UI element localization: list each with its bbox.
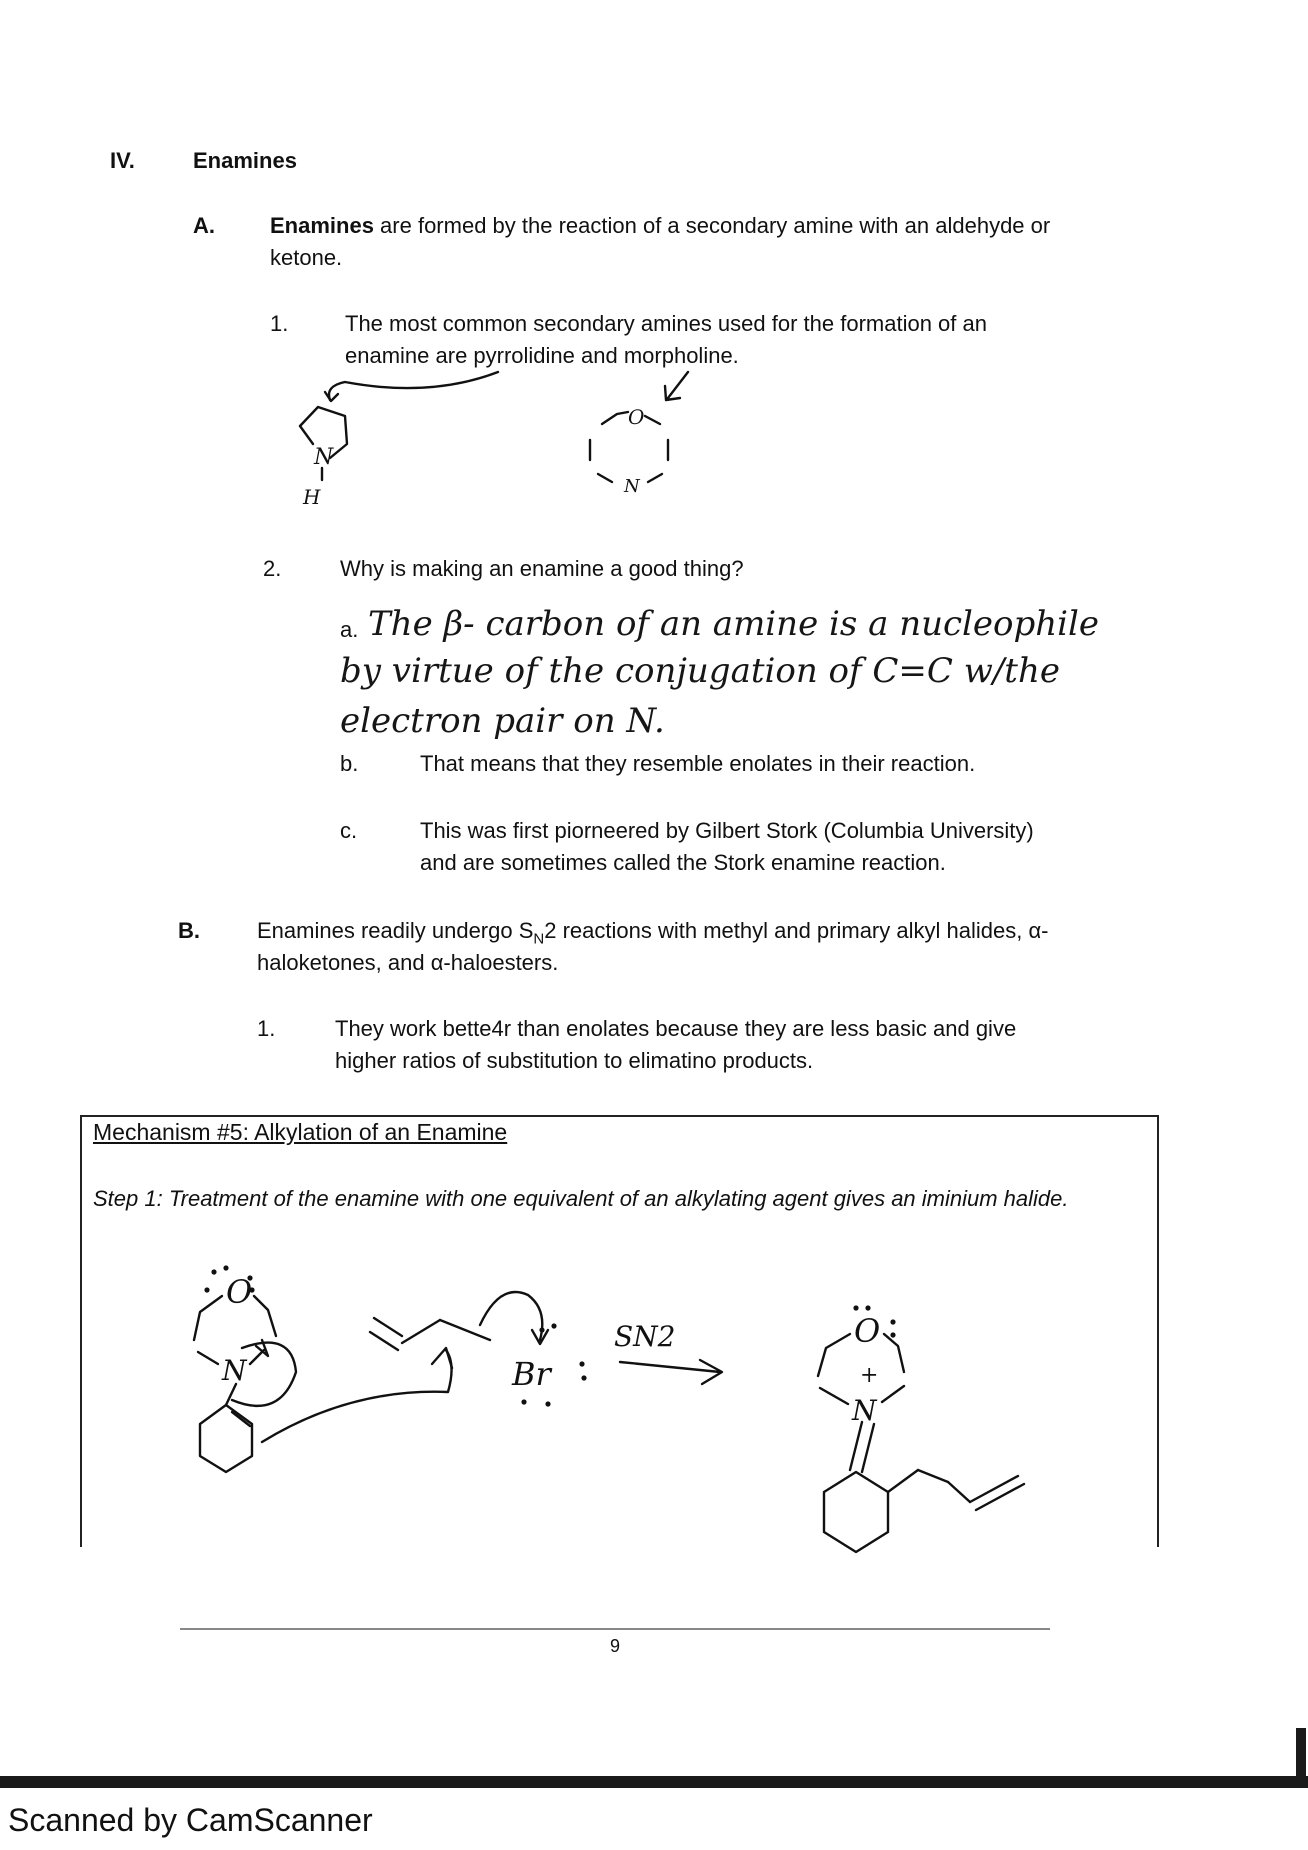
part-a-bold-lead: Enamines (270, 213, 374, 238)
a1-num: 1. (270, 311, 289, 336)
pyrrolidine-h-label: H (303, 485, 321, 509)
pyrrolidine-n-label: N (314, 445, 334, 470)
a2a-handwritten-line1: The β- carbon of an amine is a nucleophile (368, 604, 1100, 644)
a2c-line1: This was first piorneered by Gilbert Stork (Columbia University) (420, 818, 1034, 843)
morpholine-n-label: N (624, 476, 640, 497)
left-n-label: N (222, 1354, 247, 1387)
a2a-handwritten-line2: by virtue of the conjugation of C=C w/the (340, 651, 1060, 691)
part-a-line2: ketone. (270, 245, 343, 270)
section-numeral: IV. (110, 148, 135, 173)
a1-line1: The most common secondary amines used for the formation of an (345, 311, 987, 336)
a2a-label: a. (340, 617, 359, 642)
a2-num: 2. (263, 556, 282, 581)
morpholine-o-label: O (628, 405, 645, 429)
page-number: 9 (609, 1636, 620, 1656)
page-rule (180, 1628, 1050, 1630)
mechanism-step1: Step 1: Treatment of the enamine with one equivalent of an alkylating agent gives an iminium halide. (93, 1186, 1069, 1211)
part-b-line1-sub: N (533, 930, 545, 948)
right-o-label: O (854, 1312, 881, 1350)
b1-line2: higher ratios of substitution to elimatino products. (335, 1048, 814, 1073)
section-title: Enamines (193, 148, 297, 173)
part-b-label: B. (178, 918, 200, 943)
part-a-text: are formed by the reaction of a secondary amine with an aldehyde or (373, 213, 1051, 238)
a2b-text: That means that they resemble enolates in their reaction. (420, 751, 976, 776)
a2c-line2: and are sometimes called the Stork enamine reaction. (420, 850, 946, 875)
left-o-label: O (226, 1273, 253, 1311)
scan-edge-corner (1296, 1728, 1306, 1788)
mechanism-title: Mechanism #5: Alkylation of an Enamine (93, 1119, 508, 1145)
plus-label: + (860, 1363, 879, 1388)
br-label: Br (512, 1355, 551, 1393)
right-n-label: N (852, 1394, 877, 1427)
a2-text: Why is making an enamine a good thing? (340, 556, 744, 581)
a1-line2: enamine are pyrrolidine and morpholine. (345, 343, 739, 368)
scanner-watermark: Scanned by CamScanner (8, 1802, 373, 1838)
b1-line1: They work bette4r than enolates because they are less basic and give (335, 1016, 1017, 1041)
a2a-handwritten-line3: electron pair on N. (340, 701, 665, 741)
b1-num: 1. (257, 1016, 276, 1041)
part-a-label: A. (193, 213, 215, 238)
part-b-line1-pre: Enamines readily undergo S (257, 918, 534, 943)
a2b-label: b. (340, 751, 359, 776)
a2c-label: c. (340, 818, 358, 843)
part-b-line2: haloketones, and α-haloesters. (257, 950, 559, 975)
scan-edge-bar (0, 1776, 1308, 1788)
arrow-label: SN2 (614, 1320, 676, 1353)
part-b-line1-post: 2 reactions with methyl and primary alkyl halides, α- (544, 918, 1049, 943)
